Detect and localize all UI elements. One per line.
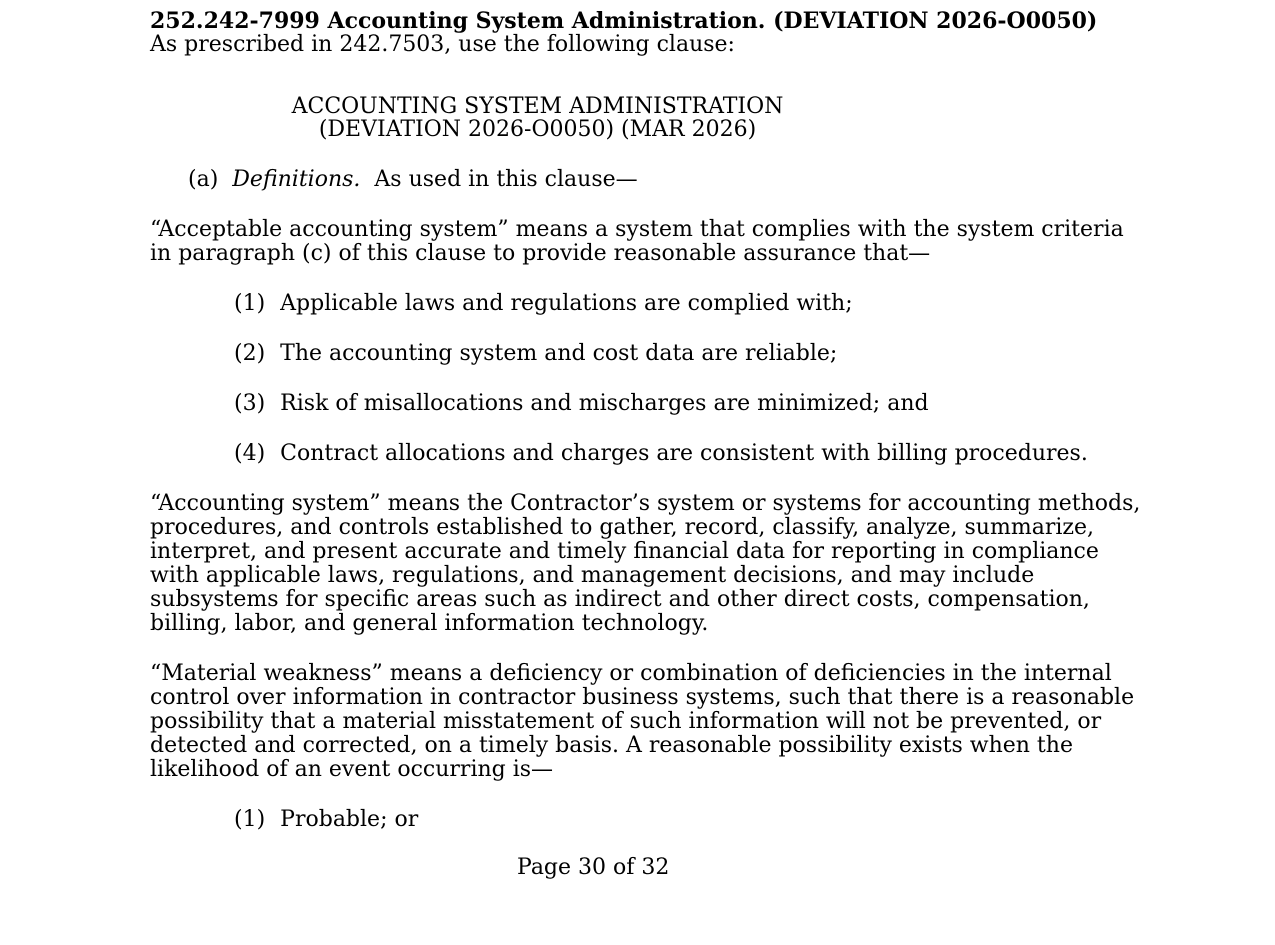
list-item-text: Contract allocations and charges are consistent with billing procedures. xyxy=(280,441,1088,466)
list-item-text: Risk of misallocations and mischarges are minimized; and xyxy=(280,391,929,416)
definition-accounting-system xyxy=(150,492,1150,636)
definition-line: procedures, and controls established to gather, record, classify, analyze, summarize, xyxy=(150,515,1094,540)
definition-line: possibility that a material misstatement of such information will not be prevented, or xyxy=(150,709,1102,734)
list-item xyxy=(234,292,1150,316)
definition-acceptable-accounting-system xyxy=(150,218,1150,266)
list-item-number: (3) xyxy=(234,391,266,416)
definition-line: with applicable laws, regulations, and management decisions, and may include xyxy=(150,563,1035,588)
definition-line: billing, labor, and general information technology. xyxy=(150,611,709,636)
clause-title-line-1: ACCOUNTING SYSTEM ADMINISTRATION xyxy=(291,94,784,119)
paragraph-a-heading: Definitions. xyxy=(232,167,361,192)
paragraph-a xyxy=(188,168,1150,192)
definition-line: detected and corrected, on a timely basis. A reasonable possibility exists when the xyxy=(150,733,1073,758)
definition-line: “Accounting system” means the Contractor’s system or systems for accounting methods, xyxy=(150,491,1141,516)
document-page xyxy=(150,9,1150,832)
list-item-number: (2) xyxy=(234,341,266,366)
list-item xyxy=(234,442,1150,466)
list-item-text: The accounting system and cost data are reliable; xyxy=(280,341,838,366)
list-item xyxy=(234,342,1150,366)
definition-line: subsystems for specific areas such as indirect and other direct costs, compensation, xyxy=(150,587,1090,612)
clause-title xyxy=(150,95,925,141)
definition-material-weakness xyxy=(150,662,1150,782)
list-item-text: Probable; or xyxy=(280,807,419,832)
paragraph-a-text: As used in this clause— xyxy=(374,167,638,192)
definition-line: control over information in contractor business systems, such that there is a reasonable xyxy=(150,685,1135,710)
definition-line: “Acceptable accounting system” means a system that complies with the system criteria xyxy=(150,217,1124,242)
list-item-text: Applicable laws and regulations are complied with; xyxy=(280,291,853,316)
prescription-text: As prescribed in 242.7503, use the following clause: xyxy=(150,32,735,57)
list-item xyxy=(234,808,1150,832)
list-item-number: (1) xyxy=(234,291,266,316)
paragraph-a-label: (a) xyxy=(188,167,219,192)
clause-title-line-2: (DEVIATION 2026-O0050) (MAR 2026) xyxy=(318,117,757,142)
definition-line: “Material weakness” means a deficiency or combination of deficiencies in the internal xyxy=(150,661,1112,686)
definition-line: likelihood of an event occurring is— xyxy=(150,757,554,782)
page-number-footer: Page 30 of 32 xyxy=(517,855,670,880)
definition-line: in paragraph (c) of this clause to provide reasonable assurance that— xyxy=(150,241,931,266)
list-item-number: (1) xyxy=(234,807,266,832)
section-heading: 252.242-7999 Accounting System Administration. (DEVIATION 2026-O0050) xyxy=(150,8,1098,34)
list-item-number: (4) xyxy=(234,441,266,466)
definition-line: interpret, and present accurate and timely financial data for reporting in compliance xyxy=(150,539,1099,564)
list-item xyxy=(234,392,1150,416)
